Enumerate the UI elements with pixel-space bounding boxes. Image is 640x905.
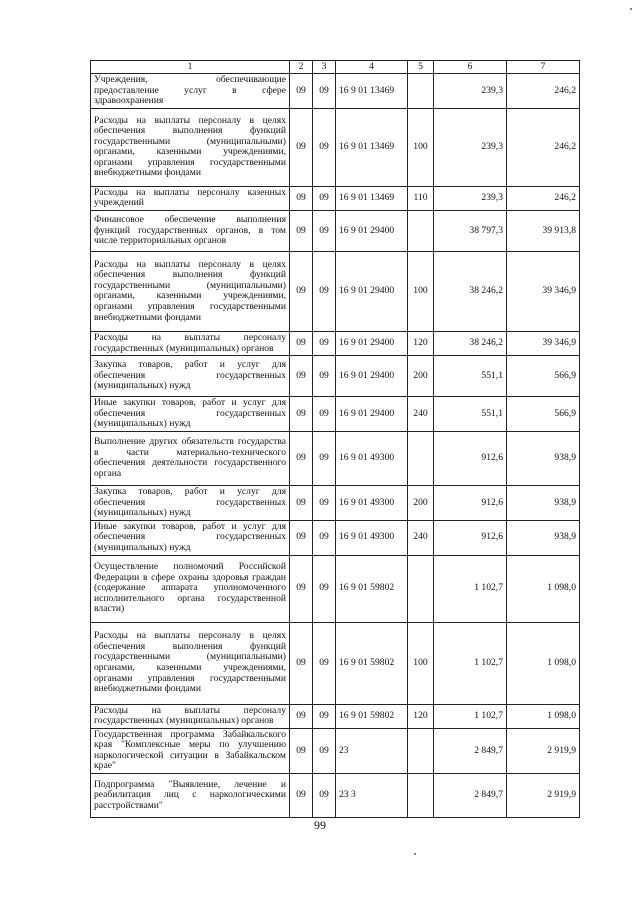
table-row — [91, 485, 580, 520]
target-article-code: 16 9 01 29400 — [336, 397, 408, 432]
section-code: 09 — [290, 331, 313, 355]
amount-year-2: 566,9 — [507, 356, 580, 397]
section-code: 09 — [290, 397, 313, 432]
section-code: 09 — [290, 622, 313, 704]
target-article-code: 16 9 01 59802 — [336, 555, 408, 622]
section-code: 09 — [290, 356, 313, 397]
expense-type-code: 100 — [408, 622, 434, 704]
table-row — [91, 210, 580, 251]
expense-type-code — [408, 431, 434, 485]
subsection-code: 09 — [313, 331, 336, 355]
amount-year-1: 239,3 — [434, 74, 507, 109]
row-name: Финансовое обеспечение выполнения функций государственных органов, в том числе территориальных органов — [91, 210, 290, 251]
section-code: 09 — [290, 728, 313, 773]
amount-year-2: 938,9 — [507, 485, 580, 520]
subsection-code: 09 — [313, 704, 336, 728]
amount-year-1: 38 797,3 — [434, 210, 507, 251]
row-name: Подпрограмма "Выявление, лечение и реабилитация лиц с наркологическими расстройствами" — [91, 774, 290, 818]
subsection-code: 09 — [313, 485, 336, 520]
section-code: 09 — [290, 774, 313, 818]
expense-type-code: 100 — [408, 251, 434, 331]
row-name: Осуществление полномочий Российской Федерации в сфере охраны здоровья граждан (содержание аппарата уполномоченного исполнительного органа государственной власти) — [91, 555, 290, 622]
column-header: 7 — [507, 61, 580, 74]
section-code: 09 — [290, 74, 313, 109]
target-article-code: 16 9 01 13469 — [336, 74, 408, 109]
column-header: 3 — [313, 61, 336, 74]
target-article-code: 16 9 01 59802 — [336, 622, 408, 704]
table-body — [91, 74, 580, 818]
table-row — [91, 555, 580, 622]
target-article-code: 23 3 — [336, 774, 408, 818]
subsection-code: 09 — [313, 186, 336, 210]
target-article-code: 16 9 01 49300 — [336, 485, 408, 520]
target-article-code: 16 9 01 49300 — [336, 431, 408, 485]
amount-year-2: 2 919,9 — [507, 728, 580, 773]
column-header: 5 — [408, 61, 434, 74]
row-name: Иные закупки товаров, работ и услуг для обеспечения государственных (муниципальных) нужд — [91, 397, 290, 432]
expense-type-code: 200 — [408, 356, 434, 397]
section-code: 09 — [290, 704, 313, 728]
row-name: Расходы на выплаты персоналу в целях обеспечения выполнения функций государственными (муниципальными) органами, казенными учреждениями, органами управления государственными внебюджетными фондами — [91, 622, 290, 704]
table-row — [91, 622, 580, 704]
expense-type-code — [408, 210, 434, 251]
scan-speck — [414, 853, 416, 855]
amount-year-1: 1 102,7 — [434, 555, 507, 622]
target-article-code: 23 — [336, 728, 408, 773]
row-name: Расходы на выплаты персоналу государственных (муниципальных) органов — [91, 704, 290, 728]
amount-year-1: 239,3 — [434, 108, 507, 186]
amount-year-1: 912,6 — [434, 431, 507, 485]
column-header: 6 — [434, 61, 507, 74]
expense-type-code — [408, 728, 434, 773]
table-row — [91, 251, 580, 331]
amount-year-2: 39 913,8 — [507, 210, 580, 251]
amount-year-1: 1 102,7 — [434, 622, 507, 704]
row-name: Иные закупки товаров, работ и услуг для обеспечения государственных (муниципальных) нужд — [91, 520, 290, 555]
amount-year-2: 938,9 — [507, 431, 580, 485]
expense-type-code: 120 — [408, 704, 434, 728]
amount-year-1: 1 102,7 — [434, 704, 507, 728]
page-number: 99 — [314, 818, 326, 832]
section-code: 09 — [290, 485, 313, 520]
amount-year-1: 239,3 — [434, 186, 507, 210]
table-row — [91, 774, 580, 818]
row-name: Учреждения, обеспечивающие предоставление услуг в сфере здравоохранения — [91, 74, 290, 109]
table-row — [91, 520, 580, 555]
subsection-code: 09 — [313, 774, 336, 818]
amount-year-2: 938,9 — [507, 520, 580, 555]
table-row — [91, 704, 580, 728]
target-article-code: 16 9 01 29400 — [336, 356, 408, 397]
row-name: Расходы на выплаты персоналу в целях обеспечения выполнения функций государственными (муниципальными) органами, казенными учреждениями, органами управления государственными внебюджетными фондами — [91, 108, 290, 186]
subsection-code: 09 — [313, 251, 336, 331]
expense-type-code — [408, 74, 434, 109]
row-name: Расходы на выплаты персоналу казенных учреждений — [91, 186, 290, 210]
section-code: 09 — [290, 186, 313, 210]
section-code: 09 — [290, 108, 313, 186]
section-code: 09 — [290, 555, 313, 622]
row-name: Закупка товаров, работ и услуг для обеспечения государственных (муниципальных) нужд — [91, 356, 290, 397]
target-article-code: 16 9 01 59802 — [336, 704, 408, 728]
column-header: 4 — [336, 61, 408, 74]
amount-year-1: 551,1 — [434, 397, 507, 432]
amount-year-2: 566,9 — [507, 397, 580, 432]
amount-year-2: 1 098,0 — [507, 622, 580, 704]
amount-year-2: 246,2 — [507, 186, 580, 210]
subsection-code: 09 — [313, 210, 336, 251]
target-article-code: 16 9 01 13469 — [336, 108, 408, 186]
table-row — [91, 356, 580, 397]
subsection-code: 09 — [313, 520, 336, 555]
amount-year-2: 246,2 — [507, 74, 580, 109]
amount-year-1: 38 246,2 — [434, 251, 507, 331]
section-code: 09 — [290, 431, 313, 485]
column-header: 2 — [290, 61, 313, 74]
table-row — [91, 728, 580, 773]
expense-type-code: 240 — [408, 520, 434, 555]
row-name: Закупка товаров, работ и услуг для обеспечения государственных (муниципальных) нужд — [91, 485, 290, 520]
row-name: Государственная программа Забайкальского края "Комплексные меры по улучшению наркологической ситуации в Забайкальском крае" — [91, 728, 290, 773]
target-article-code: 16 9 01 29400 — [336, 210, 408, 251]
amount-year-1: 912,6 — [434, 520, 507, 555]
amount-year-2: 1 098,0 — [507, 704, 580, 728]
section-code: 09 — [290, 210, 313, 251]
target-article-code: 16 9 01 13469 — [336, 186, 408, 210]
row-name: Выполнение других обязательств государства в части материально-технического обеспечения деятельности государственного органа — [91, 431, 290, 485]
scan-speck — [630, 8, 632, 10]
target-article-code: 16 9 01 29400 — [336, 331, 408, 355]
target-article-code: 16 9 01 49300 — [336, 520, 408, 555]
section-code: 09 — [290, 251, 313, 331]
subsection-code: 09 — [313, 74, 336, 109]
table-row — [91, 331, 580, 355]
amount-year-1: 38 246,2 — [434, 331, 507, 355]
amount-year-2: 39 346,9 — [507, 251, 580, 331]
expense-type-code — [408, 774, 434, 818]
subsection-code: 09 — [313, 555, 336, 622]
amount-year-2: 1 098,0 — [507, 555, 580, 622]
row-name: Расходы на выплаты персоналу государственных (муниципальных) органов — [91, 331, 290, 355]
subsection-code: 09 — [313, 622, 336, 704]
expense-type-code: 120 — [408, 331, 434, 355]
amount-year-1: 551,1 — [434, 356, 507, 397]
budget-table — [90, 60, 580, 818]
subsection-code: 09 — [313, 431, 336, 485]
amount-year-1: 2 849,7 — [434, 728, 507, 773]
amount-year-2: 39 346,9 — [507, 331, 580, 355]
table-row — [91, 108, 580, 186]
subsection-code: 09 — [313, 728, 336, 773]
row-name: Расходы на выплаты персоналу в целях обеспечения выполнения функций государственными (муниципальными) органами, казенными учреждениями, органами управления государственными внебюджетными фондами — [91, 251, 290, 331]
table-header-row — [91, 61, 580, 74]
table-row — [91, 186, 580, 210]
subsection-code: 09 — [313, 397, 336, 432]
amount-year-1: 2 849,7 — [434, 774, 507, 818]
amount-year-2: 2 919,9 — [507, 774, 580, 818]
expense-type-code — [408, 555, 434, 622]
expense-type-code: 110 — [408, 186, 434, 210]
column-header: 1 — [91, 61, 290, 74]
subsection-code: 09 — [313, 356, 336, 397]
table-row — [91, 74, 580, 109]
expense-type-code: 240 — [408, 397, 434, 432]
amount-year-2: 246,2 — [507, 108, 580, 186]
amount-year-1: 912,6 — [434, 485, 507, 520]
expense-type-code: 200 — [408, 485, 434, 520]
table-row — [91, 431, 580, 485]
table-row — [91, 397, 580, 432]
target-article-code: 16 9 01 29400 — [336, 251, 408, 331]
expense-type-code: 100 — [408, 108, 434, 186]
section-code: 09 — [290, 520, 313, 555]
subsection-code: 09 — [313, 108, 336, 186]
